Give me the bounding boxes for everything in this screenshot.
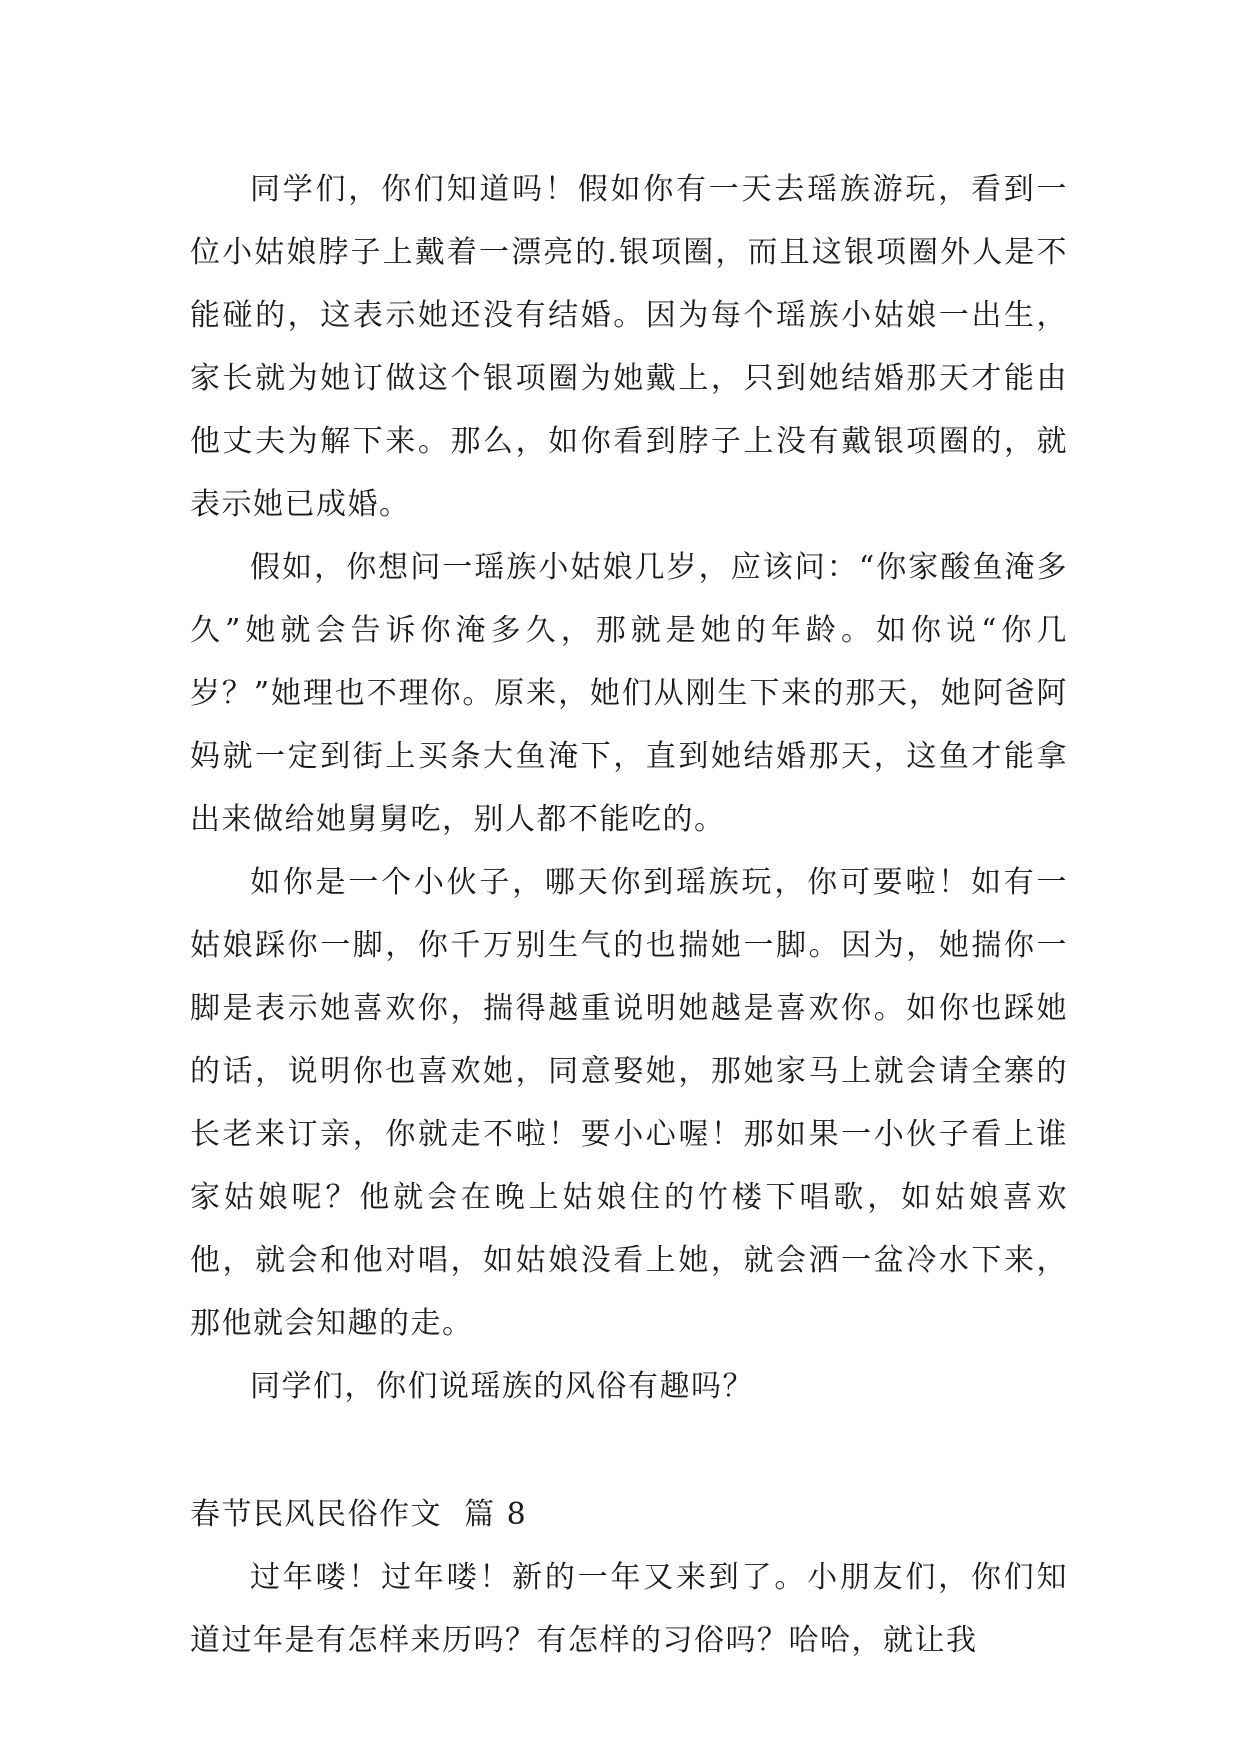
paragraph-courtship: 如你是一个小伙子，哪天你到瑶族玩，你可要啦！如有一姑娘踩你一脚，你千万别生气的也揣她一脚。因为，她揣你一脚是表示她喜欢你，揣得越重说明她越是喜欢你。如你也踩她的话，说明你也喜欢她，同意娶她，那她家马上就会请全寨的长老来订亲，你就走不啦！要小心喔！那如果一小伙子看上谁家姑娘呢？他就会在晚上姑娘住的竹楼下唱歌，如姑娘喜欢他，就会和他对唱，如姑娘没看上她，就会洒一盆冷水下来，那他就会知趣的走。 (190, 865, 1068, 1341)
paragraph-silver-collar: 同学们，你们知道吗！假如你有一天去瑶族游玩，看到一位小姑娘脖子上戴着一漂亮的.银项圈，而且这银项圈外人是不能碰的，这表示她还没有结婚。因为每个瑶族小姑娘一出生，家长就为她订做这个银项圈为她戴上，只到她结婚那天才能由他丈夫为解下来。那么，如你看到脖子上没有戴银项圈的，就表示她已成婚。 (190, 172, 1068, 522)
paragraph-closing-question: 同学们，你们说瑶族的风俗有趣吗？ (250, 1369, 754, 1404)
section-heading: 春节民风民俗作文 篇 8 (190, 1497, 528, 1532)
document-body (190, 158, 1068, 1672)
paragraph-new-year: 过年喽！过年喽！新的一年又来到了。小朋友们，你们知道过年是有怎样来历吗？有怎样的习俗吗？哈哈，就让我 (190, 1560, 1068, 1658)
paragraph-pickled-fish: 假如，你想问一瑶族小姑娘几岁，应该问：“你家酸鱼淹多久”她就会告诉你淹多久，那就是她的年龄。如你说“你几岁？”她理也不理你。原来，她们从刚生下来的那天，她阿爸阿妈就一定到街上买条大鱼淹下，直到她结婚那天，这鱼才能拿出来做给她舅舅吃，别人都不能吃的。 (190, 550, 1068, 837)
